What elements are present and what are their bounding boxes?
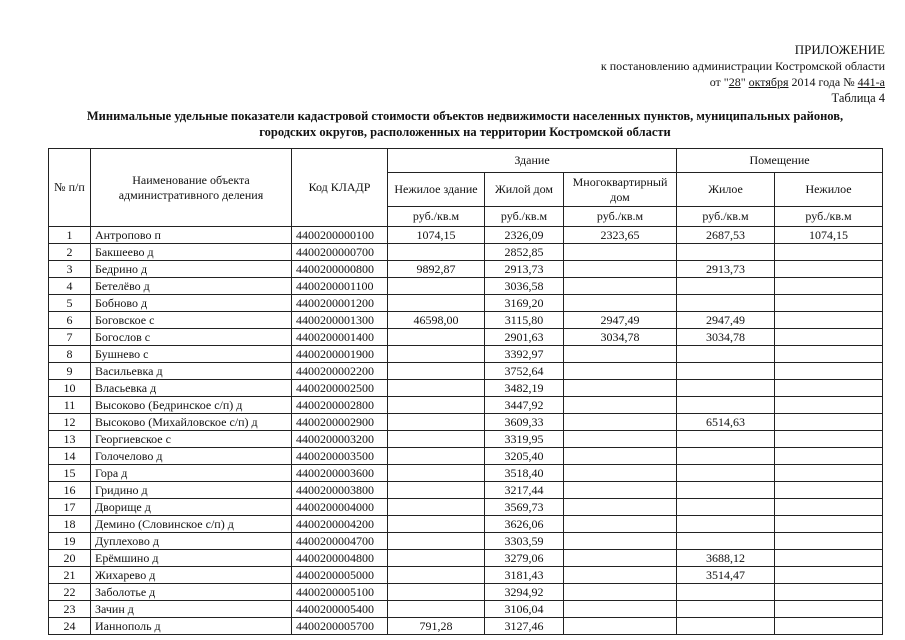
unit-label: руб./кв.м <box>775 207 883 227</box>
settlement-name-cell: Демино (Словинское с/п) д <box>91 516 292 533</box>
apartment-value-cell <box>564 244 677 261</box>
row-number-cell: 14 <box>49 448 91 465</box>
settlement-name-cell: Боговское с <box>91 312 292 329</box>
settlement-name-cell: Бакшеево д <box>91 244 292 261</box>
kladr-code-cell: 4400200002500 <box>292 380 388 397</box>
settlement-name-cell: Голочелово д <box>91 448 292 465</box>
nonres-building-value-cell <box>388 414 485 431</box>
table-row <box>49 414 883 431</box>
kladr-code-cell: 4400200003500 <box>292 448 388 465</box>
col-header-house: Жилой дом <box>485 173 564 207</box>
nonres-building-value-cell: 9892,87 <box>388 261 485 278</box>
house-value-cell: 3294,92 <box>485 584 564 601</box>
row-number-cell: 23 <box>49 601 91 618</box>
date-year: 2014 года № <box>788 75 858 89</box>
table-row <box>49 380 883 397</box>
settlement-name-cell: Высоково (Михайловское с/п) д <box>91 414 292 431</box>
row-number-cell: 19 <box>49 533 91 550</box>
col-header-num: № п/п <box>49 149 91 227</box>
residential-value-cell <box>677 499 775 516</box>
settlement-name-cell: Ианнополь д <box>91 618 292 635</box>
row-number-cell: 21 <box>49 567 91 584</box>
table-row <box>49 227 883 244</box>
settlement-name-cell: Бедрино д <box>91 261 292 278</box>
nonresidential-value-cell <box>775 567 883 584</box>
nonres-building-value-cell <box>388 363 485 380</box>
row-number-cell: 24 <box>49 618 91 635</box>
row-number-cell: 6 <box>49 312 91 329</box>
row-number-cell: 18 <box>49 516 91 533</box>
nonresidential-value-cell <box>775 312 883 329</box>
kladr-code-cell: 4400200005100 <box>292 584 388 601</box>
residential-value-cell: 6514,63 <box>677 414 775 431</box>
table-row <box>49 482 883 499</box>
kladr-code-cell: 4400200003600 <box>292 465 388 482</box>
nonresidential-value-cell <box>775 329 883 346</box>
col-header-name: Наименование объекта административного деления <box>91 149 292 227</box>
residential-value-cell <box>677 584 775 601</box>
title-line-1: Минимальные удельные показатели кадастровой стоимости объектов недвижимости населенных пунктов, муниципальных районов, <box>86 109 844 123</box>
document-title <box>40 108 890 140</box>
nonresidential-value-cell <box>775 346 883 363</box>
residential-value-cell <box>677 380 775 397</box>
house-value-cell: 3609,33 <box>485 414 564 431</box>
col-header-residential: Жилое <box>677 173 775 207</box>
table-row <box>49 465 883 482</box>
cadastral-value-table <box>48 148 883 635</box>
settlement-name-cell: Богослов с <box>91 329 292 346</box>
house-value-cell: 3319,95 <box>485 431 564 448</box>
apartment-value-cell: 3034,78 <box>564 329 677 346</box>
unit-label: руб./кв.м <box>485 207 564 227</box>
house-value-cell: 2326,09 <box>485 227 564 244</box>
kladr-code-cell: 4400200003800 <box>292 482 388 499</box>
kladr-code-cell: 4400200000100 <box>292 227 388 244</box>
unit-label: руб./кв.м <box>564 207 677 227</box>
table-label: Таблица 4 <box>831 91 885 105</box>
house-value-cell: 3181,43 <box>485 567 564 584</box>
nonres-building-value-cell <box>388 244 485 261</box>
house-value-cell: 3036,58 <box>485 278 564 295</box>
row-number-cell: 10 <box>49 380 91 397</box>
apartment-value-cell <box>564 499 677 516</box>
nonres-building-value-cell <box>388 329 485 346</box>
row-number-cell: 16 <box>49 482 91 499</box>
residential-value-cell: 3034,78 <box>677 329 775 346</box>
table-row <box>49 397 883 414</box>
kladr-code-cell: 4400200005700 <box>292 618 388 635</box>
settlement-name-cell: Антропово п <box>91 227 292 244</box>
apartment-value-cell <box>564 397 677 414</box>
decree-date-line <box>710 75 885 90</box>
table-row <box>49 567 883 584</box>
apartment-value-cell <box>564 448 677 465</box>
nonres-building-value-cell: 46598,00 <box>388 312 485 329</box>
house-value-cell: 3127,46 <box>485 618 564 635</box>
col-header-nonresidential: Нежилое <box>775 173 883 207</box>
nonres-building-value-cell <box>388 380 485 397</box>
nonres-building-value-cell <box>388 499 485 516</box>
nonres-building-value-cell <box>388 448 485 465</box>
house-value-cell: 3392,97 <box>485 346 564 363</box>
residential-value-cell <box>677 397 775 414</box>
table-body <box>49 227 883 635</box>
table-row <box>49 261 883 278</box>
nonresidential-value-cell <box>775 414 883 431</box>
house-value-cell: 3447,92 <box>485 397 564 414</box>
nonres-building-value-cell <box>388 346 485 363</box>
settlement-name-cell: Власьевка д <box>91 380 292 397</box>
nonres-building-value-cell <box>388 516 485 533</box>
nonres-building-value-cell <box>388 278 485 295</box>
residential-value-cell: 2913,73 <box>677 261 775 278</box>
kladr-code-cell: 4400200004700 <box>292 533 388 550</box>
nonresidential-value-cell <box>775 261 883 278</box>
row-number-cell: 15 <box>49 465 91 482</box>
date-prefix: от " <box>709 75 729 89</box>
decree-reference: к постановлению администрации Костромской области <box>600 59 885 73</box>
apartment-value-cell <box>564 618 677 635</box>
nonresidential-value-cell <box>775 550 883 567</box>
apartment-value-cell <box>564 533 677 550</box>
house-value-cell: 3569,73 <box>485 499 564 516</box>
nonres-building-value-cell <box>388 465 485 482</box>
table-row <box>49 312 883 329</box>
table-row <box>49 601 883 618</box>
residential-value-cell <box>677 346 775 363</box>
residential-value-cell <box>677 431 775 448</box>
house-value-cell: 2852,85 <box>485 244 564 261</box>
decree-number: 441-а <box>857 75 885 89</box>
settlement-name-cell: Зачин д <box>91 601 292 618</box>
settlement-name-cell: Дворище д <box>91 499 292 516</box>
row-number-cell: 5 <box>49 295 91 312</box>
nonresidential-value-cell <box>775 601 883 618</box>
residential-value-cell: 3514,47 <box>677 567 775 584</box>
settlement-name-cell: Заболотье д <box>91 584 292 601</box>
nonresidential-value-cell <box>775 278 883 295</box>
row-number-cell: 7 <box>49 329 91 346</box>
table-row <box>49 363 883 380</box>
col-group-building: Здание <box>388 149 677 173</box>
residential-value-cell <box>677 482 775 499</box>
apartment-value-cell <box>564 295 677 312</box>
row-number-cell: 2 <box>49 244 91 261</box>
table-row <box>49 550 883 567</box>
residential-value-cell <box>677 278 775 295</box>
apartment-value-cell <box>564 414 677 431</box>
apartment-value-cell <box>564 465 677 482</box>
residential-value-cell <box>677 244 775 261</box>
kladr-code-cell: 4400200004200 <box>292 516 388 533</box>
kladr-code-cell: 4400200002800 <box>292 397 388 414</box>
house-value-cell: 2901,63 <box>485 329 564 346</box>
row-number-cell: 12 <box>49 414 91 431</box>
nonres-building-value-cell <box>388 431 485 448</box>
residential-value-cell <box>677 448 775 465</box>
table-row <box>49 329 883 346</box>
table-row <box>49 431 883 448</box>
nonresidential-value-cell <box>775 295 883 312</box>
house-value-cell: 3115,80 <box>485 312 564 329</box>
house-value-cell: 2913,73 <box>485 261 564 278</box>
apartment-value-cell <box>564 431 677 448</box>
nonresidential-value-cell <box>775 244 883 261</box>
settlement-name-cell: Бушнево с <box>91 346 292 363</box>
apartment-value-cell <box>564 601 677 618</box>
residential-value-cell: 2687,53 <box>677 227 775 244</box>
kladr-code-cell: 4400200002200 <box>292 363 388 380</box>
nonresidential-value-cell <box>775 380 883 397</box>
residential-value-cell: 3688,12 <box>677 550 775 567</box>
apartment-value-cell: 2323,65 <box>564 227 677 244</box>
nonres-building-value-cell <box>388 533 485 550</box>
apartment-value-cell <box>564 346 677 363</box>
nonresidential-value-cell <box>775 448 883 465</box>
apartment-value-cell <box>564 516 677 533</box>
house-value-cell: 3217,44 <box>485 482 564 499</box>
house-value-cell: 3279,06 <box>485 550 564 567</box>
kladr-code-cell: 4400200001900 <box>292 346 388 363</box>
nonresidential-value-cell <box>775 363 883 380</box>
row-number-cell: 20 <box>49 550 91 567</box>
nonres-building-value-cell <box>388 550 485 567</box>
nonres-building-value-cell <box>388 601 485 618</box>
unit-label: руб./кв.м <box>388 207 485 227</box>
house-value-cell: 3106,04 <box>485 601 564 618</box>
row-number-cell: 3 <box>49 261 91 278</box>
house-value-cell: 3518,40 <box>485 465 564 482</box>
table-row <box>49 244 883 261</box>
apartment-value-cell <box>564 567 677 584</box>
kladr-code-cell: 4400200002900 <box>292 414 388 431</box>
row-number-cell: 4 <box>49 278 91 295</box>
apartment-value-cell: 2947,49 <box>564 312 677 329</box>
table-row <box>49 278 883 295</box>
appendix-heading: ПРИЛОЖЕНИЕ <box>794 42 885 57</box>
table-row <box>49 499 883 516</box>
residential-value-cell <box>677 516 775 533</box>
settlement-name-cell: Бобново д <box>91 295 292 312</box>
apartment-value-cell <box>564 550 677 567</box>
residential-value-cell <box>677 618 775 635</box>
settlement-name-cell: Бетелёво д <box>91 278 292 295</box>
nonres-building-value-cell <box>388 397 485 414</box>
house-value-cell: 3482,19 <box>485 380 564 397</box>
date-mid: " <box>740 75 749 89</box>
residential-value-cell <box>677 363 775 380</box>
kladr-code-cell: 4400200005400 <box>292 601 388 618</box>
nonresidential-value-cell <box>775 431 883 448</box>
nonres-building-value-cell: 1074,15 <box>388 227 485 244</box>
nonres-building-value-cell <box>388 482 485 499</box>
settlement-name-cell: Гора д <box>91 465 292 482</box>
apartment-value-cell <box>564 482 677 499</box>
table-row <box>49 618 883 635</box>
settlement-name-cell: Гридино д <box>91 482 292 499</box>
date-day: 28 <box>728 75 741 89</box>
row-number-cell: 22 <box>49 584 91 601</box>
kladr-code-cell: 4400200003200 <box>292 431 388 448</box>
col-header-nonres-building: Нежилое здание <box>388 173 485 207</box>
row-number-cell: 11 <box>49 397 91 414</box>
unit-label: руб./кв.м <box>677 207 775 227</box>
residential-value-cell <box>677 533 775 550</box>
nonresidential-value-cell <box>775 482 883 499</box>
apartment-value-cell <box>564 278 677 295</box>
settlement-name-cell: Жихарево д <box>91 567 292 584</box>
kladr-code-cell: 4400200004000 <box>292 499 388 516</box>
nonres-building-value-cell <box>388 584 485 601</box>
kladr-code-cell: 4400200005000 <box>292 567 388 584</box>
table-row <box>49 533 883 550</box>
nonresidential-value-cell <box>775 584 883 601</box>
nonresidential-value-cell <box>775 618 883 635</box>
table-row <box>49 448 883 465</box>
settlement-name-cell: Дуплехово д <box>91 533 292 550</box>
residential-value-cell <box>677 295 775 312</box>
kladr-code-cell: 4400200001100 <box>292 278 388 295</box>
apartment-value-cell <box>564 380 677 397</box>
row-number-cell: 9 <box>49 363 91 380</box>
title-line-2: городских округов, расположенных на территории Костромской области <box>259 125 671 139</box>
col-group-premises: Помещение <box>677 149 883 173</box>
house-value-cell: 3303,59 <box>485 533 564 550</box>
table-row <box>49 346 883 363</box>
row-number-cell: 17 <box>49 499 91 516</box>
nonresidential-value-cell <box>775 397 883 414</box>
kladr-code-cell: 4400200001300 <box>292 312 388 329</box>
kladr-code-cell: 4400200001200 <box>292 295 388 312</box>
col-header-code: Код КЛАДР <box>292 149 388 227</box>
apartment-value-cell <box>564 261 677 278</box>
house-value-cell: 3626,06 <box>485 516 564 533</box>
row-number-cell: 13 <box>49 431 91 448</box>
table-row <box>49 516 883 533</box>
nonresidential-value-cell: 1074,15 <box>775 227 883 244</box>
row-number-cell: 8 <box>49 346 91 363</box>
table-row <box>49 584 883 601</box>
kladr-code-cell: 4400200000700 <box>292 244 388 261</box>
table-row <box>49 295 883 312</box>
nonresidential-value-cell <box>775 533 883 550</box>
residential-value-cell <box>677 601 775 618</box>
nonresidential-value-cell <box>775 499 883 516</box>
settlement-name-cell: Георгиевское с <box>91 431 292 448</box>
settlement-name-cell: Васильевка д <box>91 363 292 380</box>
kladr-code-cell: 4400200001400 <box>292 329 388 346</box>
date-month: октября <box>748 75 789 89</box>
row-number-cell: 1 <box>49 227 91 244</box>
apartment-value-cell <box>564 363 677 380</box>
house-value-cell: 3752,64 <box>485 363 564 380</box>
settlement-name-cell: Высоково (Бедринское с/п) д <box>91 397 292 414</box>
apartment-value-cell <box>564 584 677 601</box>
nonresidential-value-cell <box>775 516 883 533</box>
settlement-name-cell: Ерёмшино д <box>91 550 292 567</box>
residential-value-cell <box>677 465 775 482</box>
col-header-apartment: Многоквартирный дом <box>564 173 677 207</box>
house-value-cell: 3169,20 <box>485 295 564 312</box>
residential-value-cell: 2947,49 <box>677 312 775 329</box>
kladr-code-cell: 4400200004800 <box>292 550 388 567</box>
nonres-building-value-cell: 791,28 <box>388 618 485 635</box>
kladr-code-cell: 4400200000800 <box>292 261 388 278</box>
nonres-building-value-cell <box>388 567 485 584</box>
house-value-cell: 3205,40 <box>485 448 564 465</box>
nonres-building-value-cell <box>388 295 485 312</box>
nonresidential-value-cell <box>775 465 883 482</box>
